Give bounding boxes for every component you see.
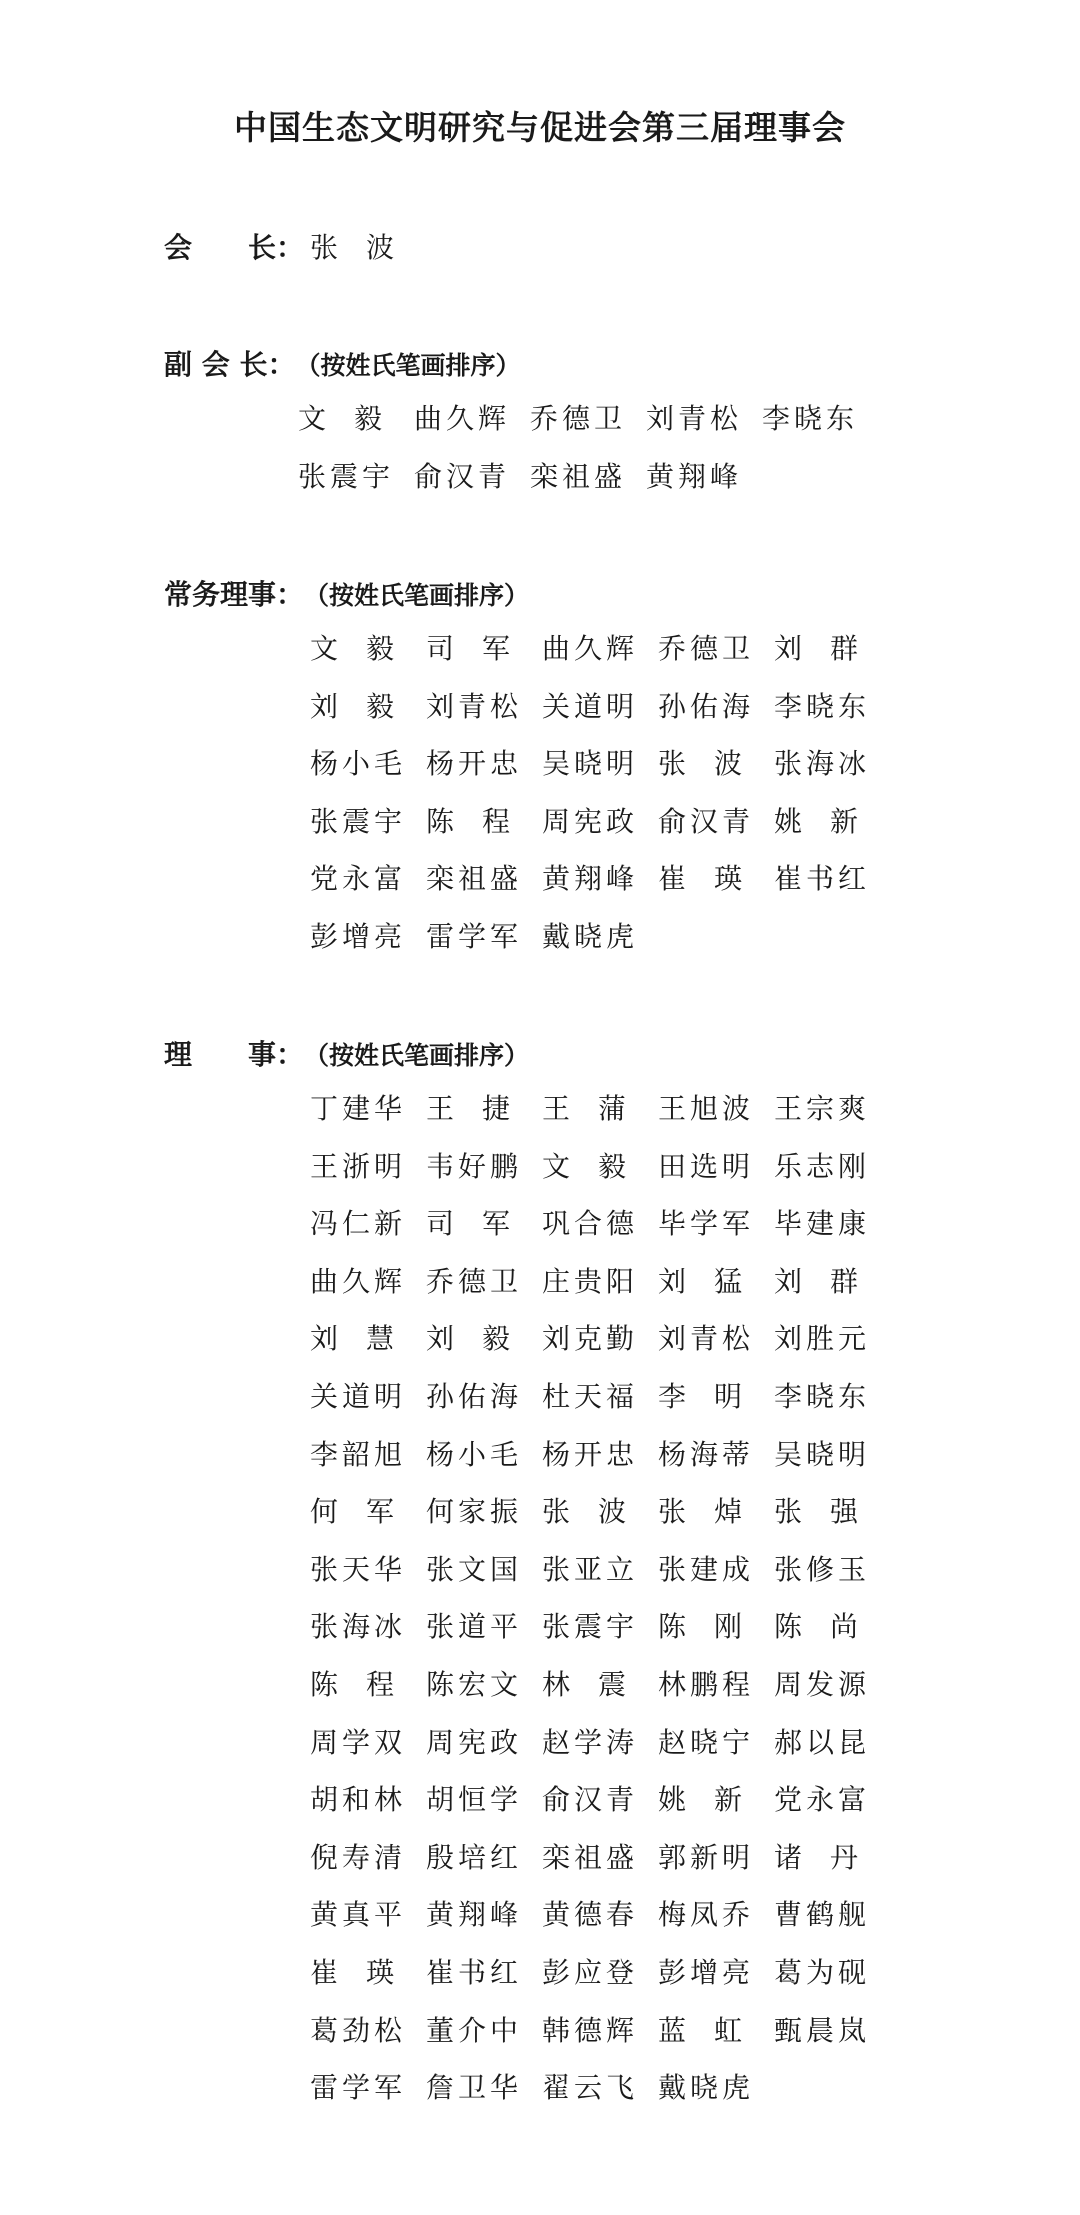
member-name: 刘青松 <box>646 402 743 435</box>
member-name: 毕学军 <box>658 1207 755 1241</box>
member-name: 黄德春 <box>542 1898 639 1932</box>
member-name: 张道平 <box>426 1610 523 1644</box>
member-name: 崔书红 <box>426 1955 523 1989</box>
member-name: 韦好鹏 <box>426 1149 523 1183</box>
member-name: 胡恒学 <box>426 1783 523 1817</box>
member-name: 庄贵阳 <box>542 1264 639 1298</box>
member-name: 张波 <box>658 747 771 781</box>
member-name: 俞汉青 <box>658 804 755 838</box>
member-name: 杨海蒂 <box>658 1437 755 1471</box>
member-name: 文毅 <box>310 632 423 665</box>
member-name: 俞汉青 <box>414 459 511 493</box>
member-name: 陈程 <box>310 1667 423 1701</box>
member-name: 曹鹤舰 <box>774 1898 871 1932</box>
member-name: 张海冰 <box>310 1610 407 1644</box>
member-name: 诸丹 <box>774 1840 887 1874</box>
member-name: 刘克勤 <box>542 1322 639 1356</box>
member-name: 周发源 <box>774 1667 871 1701</box>
member-name: 张修玉 <box>774 1552 871 1586</box>
member-name: 葛劲松 <box>310 2013 407 2047</box>
member-name: 林震 <box>542 1667 655 1701</box>
member-name: 巩合德 <box>542 1207 639 1241</box>
member-name: 彭增亮 <box>658 1955 755 1989</box>
member-name: 栾祖盛 <box>530 459 627 493</box>
member-name: 刘胜元 <box>774 1322 871 1356</box>
member-name: 林鹏程 <box>658 1667 755 1701</box>
member-name: 乔德卫 <box>426 1264 523 1298</box>
vice-president-label: 副 会 长： <box>164 348 296 381</box>
member-name: 陈程 <box>426 804 539 838</box>
standing-director-sort-note: （按姓氏笔画排序） <box>304 581 530 610</box>
member-name: 党永富 <box>774 1783 871 1817</box>
member-name: 张亚立 <box>542 1552 639 1586</box>
member-name: 李晓东 <box>774 689 871 723</box>
member-name: 黄翔峰 <box>542 862 639 896</box>
director-sort-note: （按姓氏笔画排序） <box>304 1041 530 1070</box>
member-name: 彭增亮 <box>310 919 407 953</box>
member-name: 俞汉青 <box>542 1783 639 1817</box>
member-name: 蓝虹 <box>658 2013 771 2047</box>
member-name: 杨开忠 <box>542 1437 639 1471</box>
member-name: 吴晓明 <box>774 1437 871 1471</box>
president-name: 张波 <box>310 231 423 264</box>
member-name: 张文国 <box>426 1552 523 1586</box>
member-name: 赵学涛 <box>542 1725 639 1759</box>
member-name: 乔德卫 <box>530 402 627 435</box>
member-name: 周宪政 <box>426 1725 523 1759</box>
member-name: 甄晨岚 <box>774 2013 871 2047</box>
member-name: 黄真平 <box>310 1898 407 1932</box>
member-name: 张建成 <box>658 1552 755 1586</box>
member-name: 乐志刚 <box>774 1149 871 1183</box>
member-name: 毕建康 <box>774 1207 871 1241</box>
member-name: 王捷 <box>426 1092 539 1125</box>
vice-president-sort-note: （按姓氏笔画排序） <box>295 351 521 380</box>
member-name: 乔德卫 <box>658 632 755 665</box>
member-name: 梅凤乔 <box>658 1898 755 1932</box>
member-name: 陈宏文 <box>426 1667 523 1701</box>
member-name: 栾祖盛 <box>542 1840 639 1874</box>
president-section-label <box>164 226 304 266</box>
member-name: 赵晓宁 <box>658 1725 755 1759</box>
member-name: 司军 <box>426 1207 539 1241</box>
director-list <box>310 1080 890 2117</box>
member-name: 殷培红 <box>426 1840 523 1874</box>
member-name: 李晓东 <box>762 402 859 435</box>
member-name: 吴晓明 <box>542 747 639 781</box>
member-name: 詹卫华 <box>426 2071 523 2105</box>
member-name: 张焯 <box>658 1495 771 1529</box>
member-name: 葛为砚 <box>774 1955 871 1989</box>
member-name: 陈刚 <box>658 1610 771 1644</box>
member-name: 黄翔峰 <box>426 1898 523 1932</box>
member-name: 王宗爽 <box>774 1092 871 1125</box>
member-name: 张强 <box>774 1495 887 1529</box>
member-name: 郝以昆 <box>774 1725 871 1759</box>
member-name: 刘慧 <box>310 1322 423 1356</box>
member-name: 崔瑛 <box>310 1955 423 1989</box>
member-name: 栾祖盛 <box>426 862 523 896</box>
member-name: 刘毅 <box>426 1322 539 1356</box>
president-label: 会 长： <box>164 231 305 264</box>
member-name: 杨小毛 <box>426 1437 523 1471</box>
member-name: 翟云飞 <box>542 2071 639 2105</box>
member-name: 田选明 <box>658 1149 755 1183</box>
standing-director-list <box>310 620 890 966</box>
member-name: 孙佑海 <box>426 1379 523 1413</box>
member-name: 党永富 <box>310 862 407 896</box>
member-name: 刘群 <box>774 1264 887 1298</box>
member-name: 王蒲 <box>542 1092 655 1125</box>
director-label: 理 事： <box>164 1038 305 1071</box>
standing-director-label: 常务理事： <box>164 578 305 611</box>
member-name: 郭新明 <box>658 1840 755 1874</box>
member-name: 张震宇 <box>310 804 407 838</box>
member-name: 何军 <box>310 1495 423 1529</box>
member-name: 姚新 <box>658 1783 771 1817</box>
member-name: 杨小毛 <box>310 747 407 781</box>
member-name: 杨开忠 <box>426 747 523 781</box>
vice-president-list <box>298 390 878 505</box>
member-name: 刘猛 <box>658 1264 771 1298</box>
member-name: 张波 <box>542 1495 655 1529</box>
member-name: 何家振 <box>426 1495 523 1529</box>
member-name: 冯仁新 <box>310 1207 407 1241</box>
member-name: 关道明 <box>542 689 639 723</box>
member-name: 胡和林 <box>310 1783 407 1817</box>
vice-president-section-label <box>164 343 521 383</box>
member-name: 张天华 <box>310 1552 407 1586</box>
member-name: 崔书红 <box>774 862 871 896</box>
member-name: 彭应登 <box>542 1955 639 1989</box>
member-name: 文毅 <box>542 1149 655 1183</box>
member-name: 周宪政 <box>542 804 639 838</box>
member-name: 周学双 <box>310 1725 407 1759</box>
member-name: 张海冰 <box>774 747 871 781</box>
member-name: 李晓东 <box>774 1379 871 1413</box>
director-section-label <box>164 1033 529 1073</box>
document-title: 中国生态文明研究与促进会第三届理事会 <box>234 108 846 147</box>
member-name: 曲久辉 <box>542 632 639 665</box>
member-name: 黄翔峰 <box>646 459 743 493</box>
member-name: 戴晓虎 <box>542 919 639 953</box>
member-name: 刘群 <box>774 632 887 665</box>
member-name: 刘青松 <box>426 689 523 723</box>
member-name: 丁建华 <box>310 1092 407 1125</box>
member-name: 司军 <box>426 632 539 665</box>
member-name: 戴晓虎 <box>658 2071 755 2105</box>
member-name: 刘青松 <box>658 1322 755 1356</box>
member-name: 王浙明 <box>310 1149 407 1183</box>
member-name: 文毅 <box>298 402 411 435</box>
member-name: 曲久辉 <box>414 402 511 435</box>
member-name: 崔瑛 <box>658 862 771 896</box>
member-name: 雷学军 <box>310 2071 407 2105</box>
member-name: 韩德辉 <box>542 2013 639 2047</box>
member-name: 董介中 <box>426 2013 523 2047</box>
member-name: 曲久辉 <box>310 1264 407 1298</box>
member-name: 李韶旭 <box>310 1437 407 1471</box>
member-name: 王旭波 <box>658 1092 755 1125</box>
member-name: 刘毅 <box>310 689 423 723</box>
member-name: 张震宇 <box>298 459 395 493</box>
member-name: 孙佑海 <box>658 689 755 723</box>
member-name: 雷学军 <box>426 919 523 953</box>
member-name: 陈尚 <box>774 1610 887 1644</box>
member-name: 李明 <box>658 1379 771 1413</box>
member-name: 姚新 <box>774 804 887 838</box>
member-name: 关道明 <box>310 1379 407 1413</box>
member-name: 倪寿清 <box>310 1840 407 1874</box>
member-name: 杜天福 <box>542 1379 639 1413</box>
standing-director-section-label <box>164 573 529 613</box>
member-name: 张震宇 <box>542 1610 639 1644</box>
